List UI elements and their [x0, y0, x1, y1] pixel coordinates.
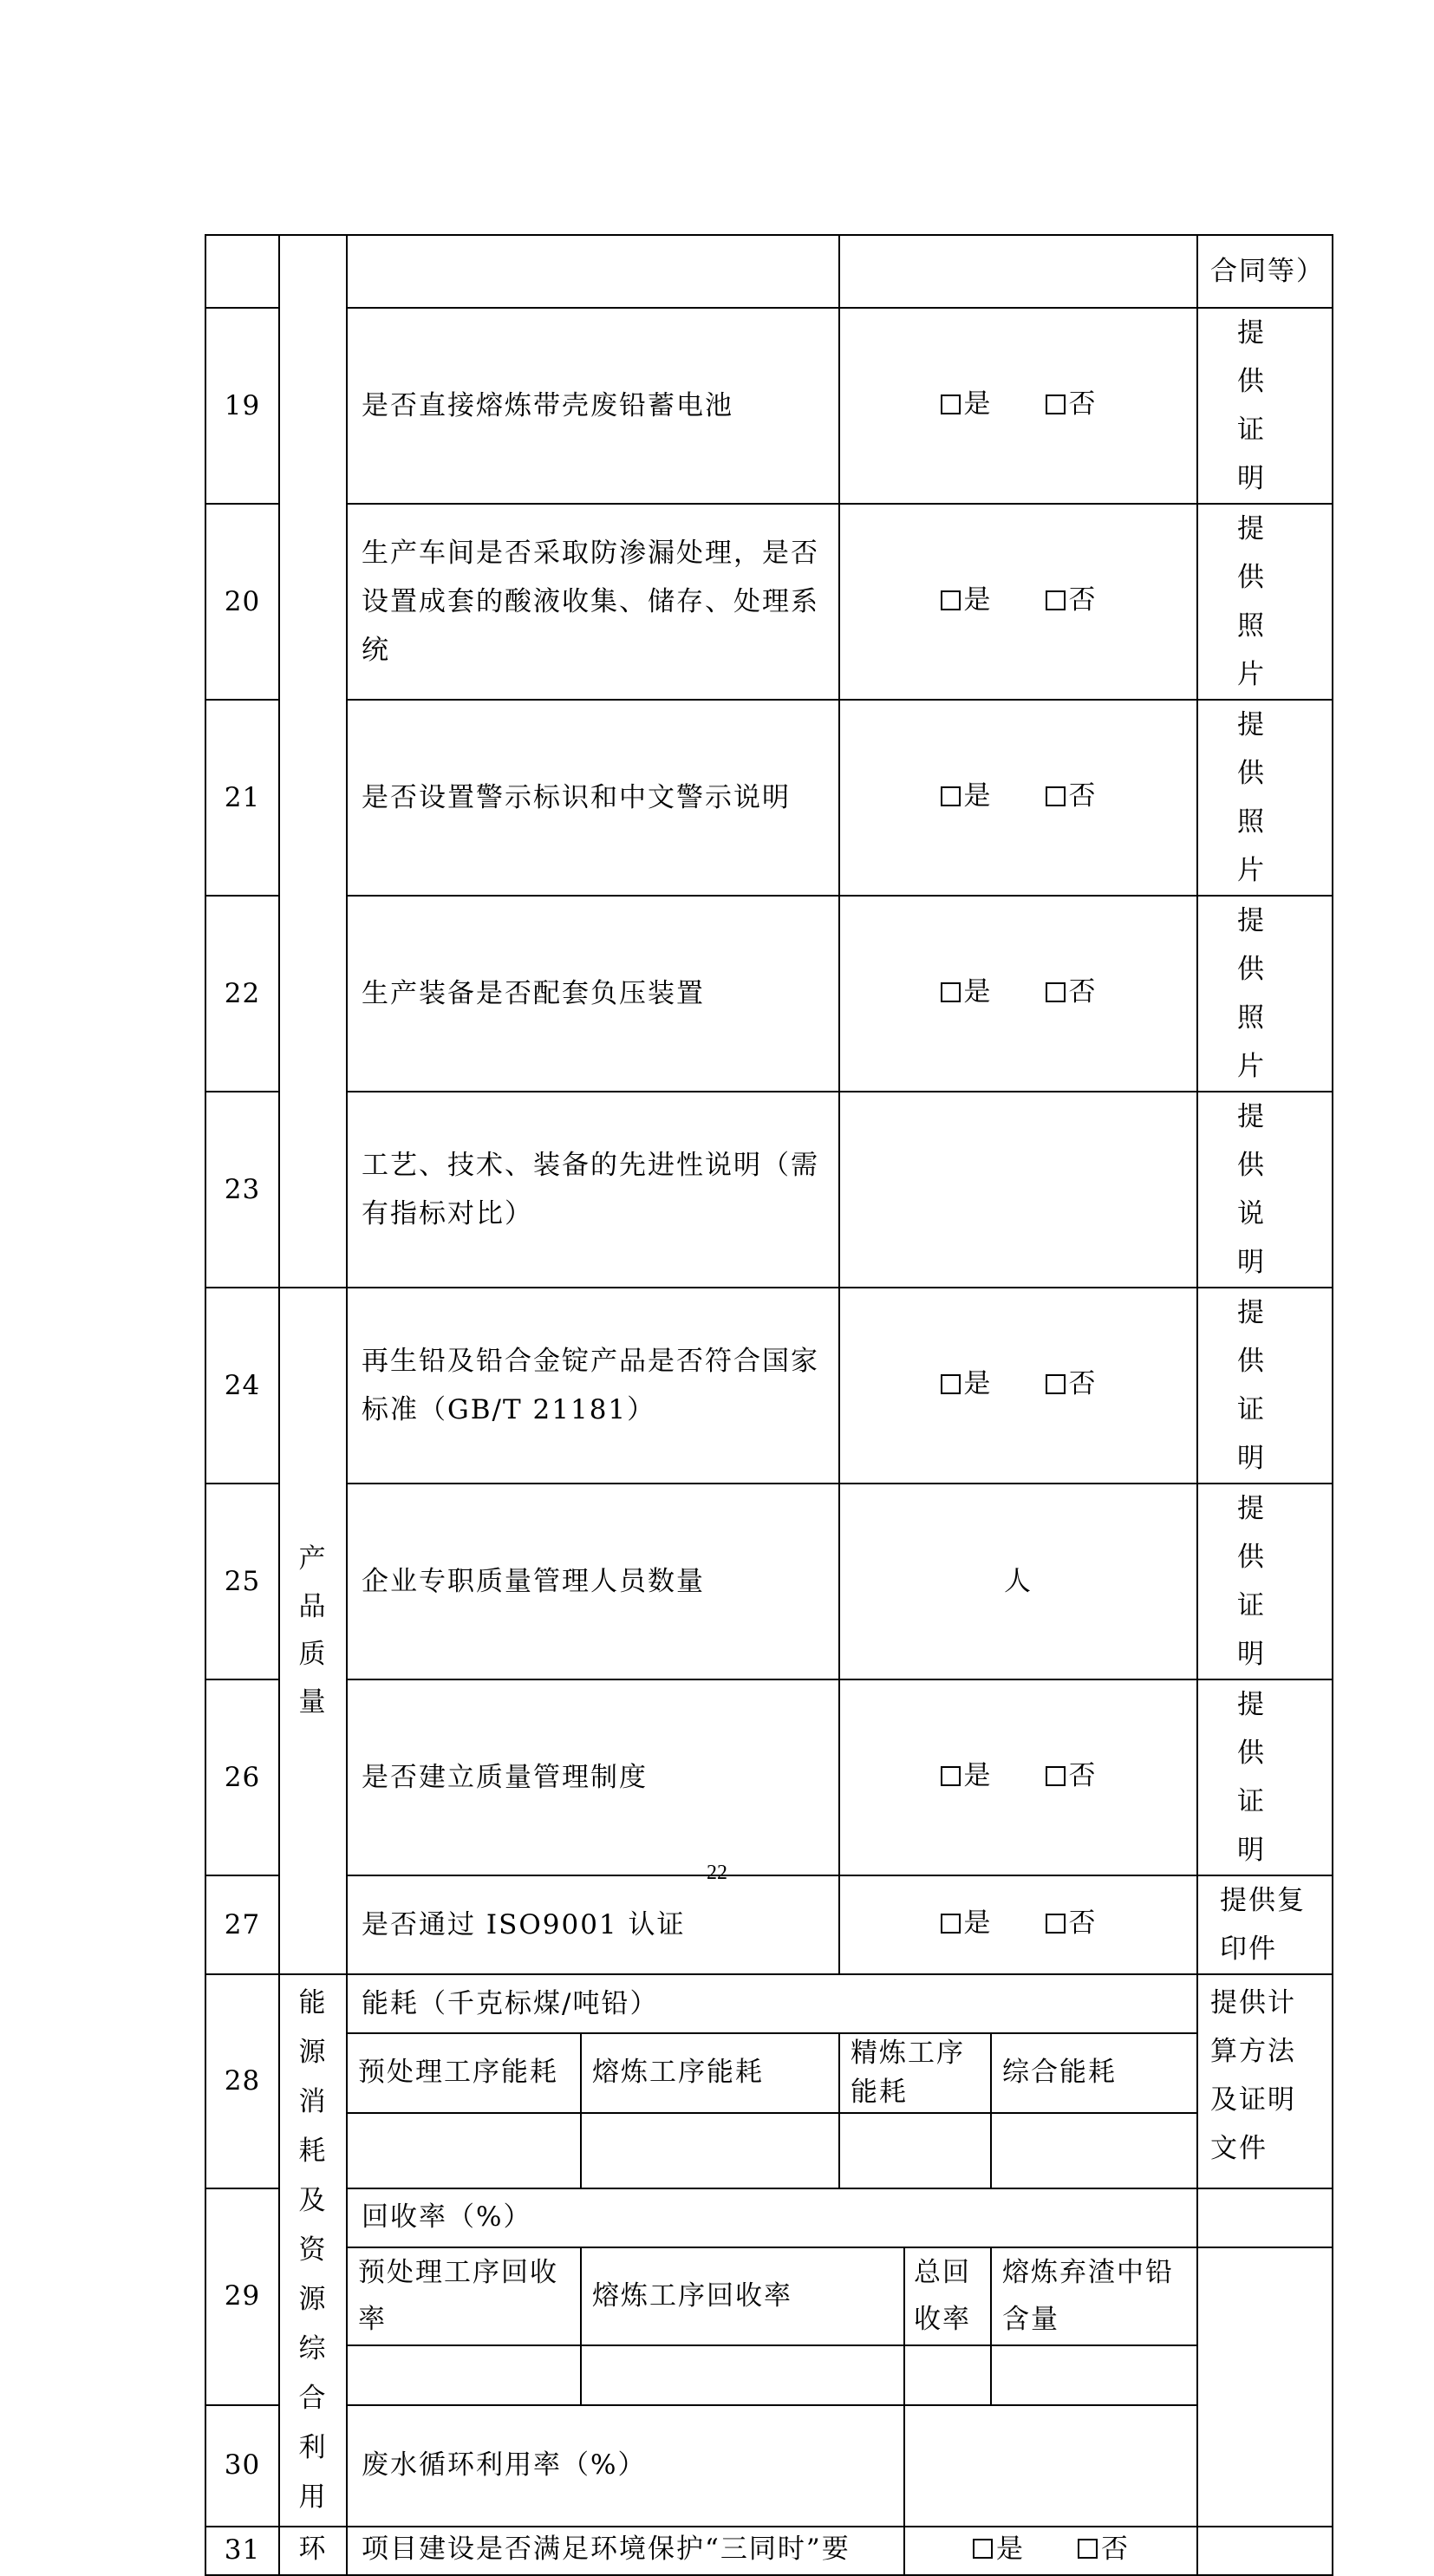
checkbox-icon [1045, 981, 1066, 1003]
no-checkbox[interactable]: 否 [1045, 973, 1098, 1012]
table-row [205, 235, 1333, 308]
item-cell: 企业专职质量管理人员数量 [347, 1484, 839, 1679]
item-cell: 工艺、技术、装备的先进性说明（需有指标对比） [347, 1092, 839, 1288]
note-cell: 提供照片 [1197, 504, 1333, 700]
category-char: 用 [298, 2481, 328, 2513]
no-checkbox[interactable]: 否 [1045, 581, 1098, 620]
category-char: 合 [298, 2383, 328, 2414]
note-cell [1197, 2527, 1333, 2575]
subheader-cell: 熔炼工序回收率 [581, 2247, 904, 2345]
no-checkbox[interactable]: 否 [1045, 1904, 1098, 1943]
category-environment [279, 2527, 347, 2575]
row-number: 29 [205, 2188, 279, 2405]
yes-checkbox[interactable]: 是 [940, 1757, 993, 1796]
category-char: 质 [298, 1639, 328, 1670]
table-row [205, 2033, 1333, 2113]
row-number: 28 [205, 1974, 279, 2188]
table-row [205, 1679, 1333, 1875]
value-cell[interactable] [347, 2113, 581, 2188]
value-cell[interactable] [839, 2113, 991, 2188]
yes-checkbox[interactable]: 是 [940, 1365, 993, 1404]
table-row [205, 2247, 1333, 2345]
item-cell [347, 235, 839, 308]
row-number: 22 [205, 896, 279, 1092]
checkbox-icon [1077, 2538, 1098, 2560]
answer-cell [839, 1092, 1197, 1288]
category-char: 资 [298, 2234, 328, 2266]
category-char: 及 [298, 2185, 328, 2216]
yes-no-options [839, 1679, 1197, 1875]
category-char: 耗 [298, 2136, 328, 2167]
note-cell: 提供照片 [1197, 896, 1333, 1092]
value-cell[interactable] [581, 2113, 839, 2188]
category-char: 源 [298, 2037, 328, 2068]
row-number: 24 [205, 1288, 279, 1484]
yes-no-options [904, 2527, 1197, 2575]
note-cell: 提供说明 [1197, 1092, 1333, 1288]
row-number: 19 [205, 308, 279, 504]
checkbox-icon [1045, 1913, 1066, 1934]
yes-no-options [839, 896, 1197, 1092]
checkbox-icon [940, 981, 961, 1003]
checkbox-icon [940, 394, 961, 415]
value-cell[interactable] [991, 2113, 1197, 2188]
category-char: 产 [298, 1543, 328, 1575]
yes-checkbox[interactable]: 是 [940, 1904, 993, 1943]
answer-cell [839, 235, 1197, 308]
category-char: 综 [298, 2333, 328, 2364]
row-number: 23 [205, 1092, 279, 1288]
category-char: 源 [298, 2284, 328, 2315]
item-cell: 生产车间是否采取防渗漏处理，是否设置成套的酸液收集、储存、处理系统 [347, 504, 839, 700]
table-row [205, 1875, 1333, 1974]
table-row [205, 700, 1333, 896]
value-cell[interactable] [904, 2405, 1197, 2527]
category-char: 利 [298, 2432, 328, 2463]
item-cell: 能耗（千克标煤/吨铅） [347, 1974, 1197, 2033]
note-cell: 提供证明 [1197, 1679, 1333, 1875]
table-row [205, 504, 1333, 700]
checkbox-icon [940, 590, 961, 611]
checkbox-icon [1045, 1373, 1066, 1395]
yes-checkbox[interactable]: 是 [940, 777, 993, 816]
yes-checkbox[interactable]: 是 [940, 973, 993, 1012]
category-char: 消 [298, 2086, 328, 2117]
checkbox-icon [940, 1373, 961, 1395]
checkbox-icon [972, 2538, 994, 2560]
value-cell[interactable] [347, 2345, 581, 2405]
item-cell: 是否设置警示标识和中文警示说明 [347, 700, 839, 896]
note-cell [1197, 2188, 1333, 2247]
item-cell: 回收率（%） [347, 2188, 1197, 2247]
yes-checkbox[interactable]: 是 [940, 581, 993, 620]
table-row [205, 896, 1333, 1092]
row-number: 27 [205, 1875, 279, 1974]
value-cell[interactable] [991, 2345, 1197, 2405]
category-energy [279, 1974, 347, 2527]
item-cell: 是否通过 ISO9001 认证 [347, 1875, 839, 1974]
note-cell: 提供计算方法及证明文件 [1197, 1974, 1333, 2188]
item-cell: 是否建立质量管理制度 [347, 1679, 839, 1875]
note-cell: 提供复印件 [1197, 1875, 1333, 1974]
row-number: 20 [205, 504, 279, 700]
checkbox-icon [1045, 1765, 1066, 1787]
table-row [205, 1484, 1333, 1679]
yes-checkbox[interactable]: 是 [972, 2527, 1025, 2571]
no-checkbox[interactable]: 否 [1045, 385, 1098, 424]
no-checkbox[interactable]: 否 [1077, 2527, 1130, 2571]
table-row [205, 2345, 1333, 2405]
note-cell: 合同等） [1197, 235, 1333, 308]
category-char: 环 [298, 2533, 328, 2565]
row-number: 26 [205, 1679, 279, 1875]
evaluation-table [205, 234, 1332, 2576]
yes-no-options [839, 1288, 1197, 1484]
subheader-cell: 熔炼工序能耗 [581, 2033, 839, 2113]
no-checkbox[interactable]: 否 [1045, 1757, 1098, 1796]
yes-no-options [839, 308, 1197, 504]
subheader-cell: 熔炼弃渣中铅含量 [991, 2247, 1197, 2345]
item-cell: 再生铅及铅合金锭产品是否符合国家标准（GB/T 21181） [347, 1288, 839, 1484]
note-cell: 提供证明 [1197, 308, 1333, 504]
category-char: 量 [298, 1686, 328, 1718]
subheader-cell: 精炼工序能耗 [839, 2033, 991, 2113]
subheader-cell: 预处理工序回收率 [347, 2247, 581, 2345]
category-char: 品 [298, 1591, 328, 1622]
subheader-cell: 预处理工序能耗 [347, 2033, 581, 2113]
table-row [205, 2405, 1333, 2527]
item-cell: 是否直接熔炼带壳废铅蓄电池 [347, 308, 839, 504]
table-row [205, 1092, 1333, 1288]
category-char: 能 [298, 1987, 328, 2018]
row-number [205, 235, 279, 308]
value-cell[interactable] [581, 2345, 904, 2405]
table-row [205, 1974, 1333, 2033]
no-checkbox[interactable]: 否 [1045, 777, 1098, 816]
subheader-cell: 总回收率 [904, 2247, 991, 2345]
checkbox-icon [940, 786, 961, 807]
yes-no-options [839, 504, 1197, 700]
value-cell[interactable] [904, 2345, 991, 2405]
yes-no-options [839, 700, 1197, 896]
checkbox-icon [1045, 394, 1066, 415]
table-row [205, 2188, 1333, 2247]
item-cell: 项目建设是否满足环境保护“三同时”要 [347, 2527, 904, 2575]
no-checkbox[interactable]: 否 [1045, 1365, 1098, 1404]
item-cell: 生产装备是否配套负压装置 [347, 896, 839, 1092]
row-number: 31 [205, 2527, 279, 2575]
checkbox-icon [940, 1913, 961, 1934]
checkbox-icon [1045, 786, 1066, 807]
item-cell: 废水循环利用率（%） [347, 2405, 904, 2527]
note-cell: 提供证明 [1197, 1484, 1333, 1679]
subheader-cell: 综合能耗 [991, 2033, 1197, 2113]
yes-checkbox[interactable]: 是 [940, 385, 993, 424]
unit-cell: 人 [839, 1484, 1197, 1679]
row-number: 30 [205, 2405, 279, 2527]
table-row [205, 2527, 1333, 2575]
table-row [205, 1288, 1333, 1484]
row-number: 21 [205, 700, 279, 896]
yes-no-options [839, 1875, 1197, 1974]
note-cell: 提供证明 [1197, 1288, 1333, 1484]
table-row [205, 308, 1333, 504]
page-number: 22 [707, 1862, 727, 1884]
category-cell-empty [279, 235, 347, 1288]
checkbox-icon [940, 1765, 961, 1787]
table-row [205, 2113, 1333, 2188]
checkbox-icon [1045, 590, 1066, 611]
note-cell: 提供照片 [1197, 700, 1333, 896]
row-number: 25 [205, 1484, 279, 1679]
note-cell [1197, 2247, 1333, 2527]
